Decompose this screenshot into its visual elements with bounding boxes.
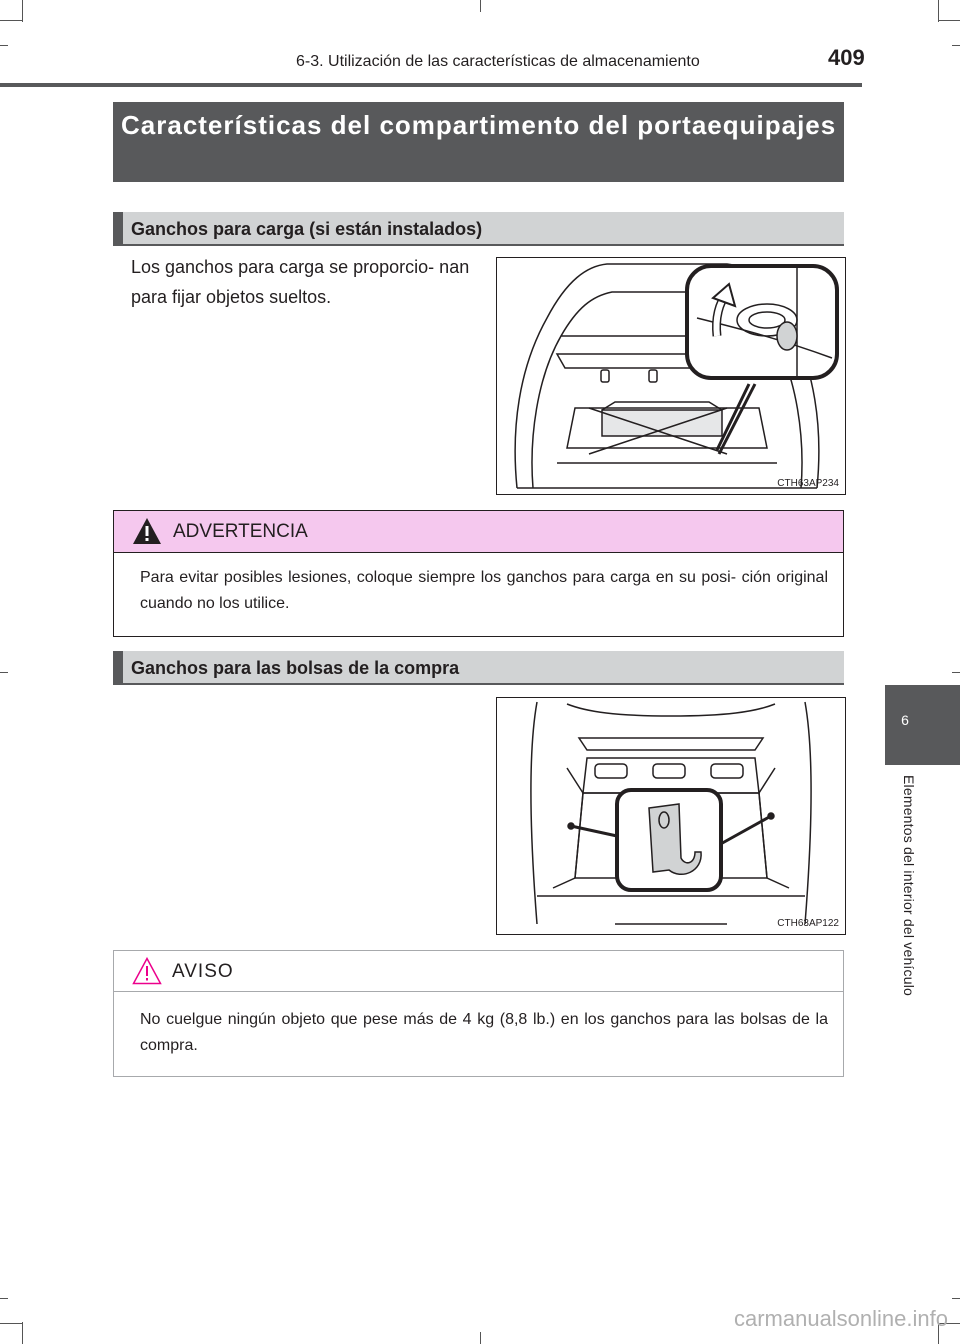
section-heading-shopping-bag-hooks: [113, 651, 844, 685]
trunk-with-bag-hook-illustration: [497, 698, 845, 934]
heading-accent-bar: [113, 212, 123, 244]
warning-triangle-icon: [132, 517, 162, 545]
page-number: 409: [828, 45, 865, 70]
cargo-hooks-description: Los ganchos para carga se proporcio- nan para fijar objetos sueltos.: [131, 257, 470, 307]
crop-mark: [938, 20, 960, 21]
illustration-code: CTH63AP234: [777, 478, 839, 489]
crop-mark: [0, 1298, 8, 1299]
cargo-hooks-illustration: [496, 257, 846, 495]
crop-mark: [480, 0, 481, 12]
crop-mark: [938, 0, 939, 22]
crop-mark: [0, 672, 8, 673]
header-divider: [0, 83, 862, 87]
crop-mark: [0, 45, 8, 46]
notice-text: No cuelgue ningún objeto que pese más de 4 kg (8,8 lb.) en los ganchos para las bolsas de la compra.: [140, 1011, 828, 1054]
warning-title: ADVERTENCIA: [173, 521, 308, 542]
crop-mark: [22, 1322, 23, 1344]
illustration-code: CTH63AP122: [777, 918, 839, 929]
warning-text: Para evitar posibles lesiones, coloque siempre los ganchos para carga en su posi- ción original cuando no los utilice.: [140, 569, 828, 612]
section-heading-text: Ganchos para carga (si están instalados): [131, 219, 483, 239]
caution-triangle-icon: [132, 957, 162, 985]
crop-mark: [480, 1332, 481, 1344]
crop-mark: [0, 20, 22, 21]
crop-mark: [0, 1323, 22, 1324]
notice-title: AVISO: [172, 961, 234, 982]
notice-header: [114, 951, 843, 992]
crop-mark: [952, 672, 960, 673]
shopping-bag-hooks-illustration: [496, 697, 846, 935]
crop-mark: [22, 0, 23, 22]
trunk-with-cargo-hook-illustration: [497, 258, 845, 494]
notice-box: [113, 950, 844, 1077]
chapter-title: Elementos del interior del vehículo: [901, 775, 917, 997]
page-title: Características del compartimento del portaequipajes: [113, 102, 844, 182]
warning-box: [113, 510, 844, 637]
section-header-title: 6-3. Utilización de las características de almacenamiento: [296, 53, 700, 70]
crop-mark: [952, 1298, 960, 1299]
section-heading-cargo-hooks: [113, 212, 844, 246]
section-heading-text: Ganchos para las bolsas de la compra: [131, 658, 460, 678]
heading-accent-bar: [113, 651, 123, 683]
crop-mark: [952, 45, 960, 46]
watermark: carmanualsonline.info: [733, 1306, 948, 1331]
warning-header: [114, 511, 843, 553]
chapter-number: 6: [901, 712, 909, 728]
